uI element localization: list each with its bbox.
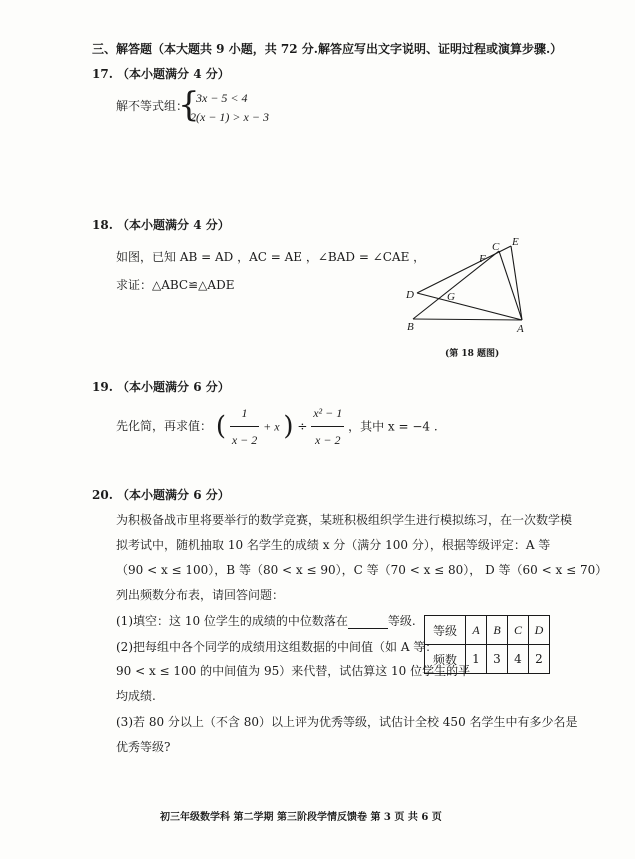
table-cell: C <box>508 616 529 645</box>
table-row <box>425 645 550 674</box>
frequency-table <box>424 615 550 674</box>
q19-rparen: ) <box>283 411 294 442</box>
q17-brace: { <box>178 85 200 125</box>
q20-part1-text: (1)填空：这 10 位学生的成绩的中位数落在 <box>116 614 348 628</box>
q20-part1-blank <box>348 614 388 629</box>
table-cell: 1 <box>466 645 487 674</box>
table-cell: 4 <box>508 645 529 674</box>
label-A: A <box>517 323 524 335</box>
segment-EA <box>511 246 522 320</box>
table-header-row <box>425 616 550 645</box>
label-D: D <box>406 289 414 301</box>
q20-header: 20. （本小题满分 6 分） <box>92 488 230 502</box>
q20-intro-l4: 列出频数分布表，请回答问题： <box>116 588 285 602</box>
q17-line2: 2(x − 1) > x − 3 <box>190 110 269 124</box>
q20-intro-l3: （90 < x ≤ 100），B 等（80 < x ≤ 90），C 等（70 < x ≤ 80）， D 等（60 < x ≤ 70） <box>116 563 608 577</box>
label-E: E <box>512 236 519 248</box>
segment-CA <box>499 251 522 320</box>
segment-BC <box>413 251 499 319</box>
table-cell: A <box>466 616 487 645</box>
table-cell: 2 <box>529 645 550 674</box>
q19-frac1-den: x − 2 <box>231 433 258 447</box>
label-G: G <box>447 291 455 303</box>
label-F: F <box>479 253 486 265</box>
q19-frac2 <box>311 400 344 453</box>
q17-line1: 3x − 5 < 4 <box>196 91 248 105</box>
q19-expression <box>116 400 438 453</box>
q20-part1-suffix: 等级. <box>387 614 416 628</box>
q20-part2-l2: 90 < x ≤ 100 的中间值为 95）来代替，试估算这 10 位学生的平 <box>116 664 471 678</box>
q19-frac1 <box>230 400 259 453</box>
q19-tail: ，其中 x = −4 . <box>348 419 438 434</box>
q19-div: ÷ <box>297 419 308 434</box>
table-cell: D <box>529 616 550 645</box>
q20-intro-l2: 拟考试中，随机抽取 10 名学生的成绩 x 分（满分 100 分），根据等级评定：A 等 <box>116 538 551 552</box>
q19-frac2-den: x − 2 <box>315 433 341 447</box>
q19-frac1-num: 1 <box>230 400 259 427</box>
page-footer: 初三年级数学科 第二学期 第三阶段学情反馈卷 第 3 页 共 6 页 <box>160 812 442 823</box>
q18-header: 18. （本小题满分 4 分） <box>92 218 230 232</box>
q20-part3-l2: 优秀等级? <box>116 740 171 754</box>
table-cell: 等级 <box>425 616 466 645</box>
q20-part3-l1: (3)若 80 分以上（不含 80）以上评为优秀等级，试估计全校 450 名学生中有多少名是 <box>116 715 578 729</box>
table-cell: 频数 <box>425 645 466 674</box>
q17-header: 17. （本小题满分 4 分） <box>92 67 230 81</box>
label-B: B <box>407 321 414 333</box>
q19-lparen: ( <box>215 411 226 442</box>
section-heading: 三、解答题（本大题共 9 小题，共 72 分.解答应写出文字说明、证明过程或演算步骤.） <box>92 42 563 56</box>
q19-frac2-num: x² − 1 <box>311 400 344 427</box>
q19-header: 19. （本小题满分 6 分） <box>92 380 230 394</box>
table-cell: B <box>487 616 508 645</box>
segment-DE <box>417 246 511 293</box>
q20-intro-l1: 为积极备战市里将要举行的数学竞赛，某班积极组织学生进行模拟练习，在一次数学模 <box>116 513 573 527</box>
q19-plus-x: + x <box>263 419 280 434</box>
segment-DA <box>417 293 522 320</box>
q18-figure-caption: (第 18 题图) <box>445 349 500 359</box>
table-cell: 3 <box>487 645 508 674</box>
q20-part2-l3: 均成绩. <box>116 689 156 703</box>
segment-BA <box>413 319 522 320</box>
q20-part2-l1: (2)把每组中各个同学的成绩用这组数据的中间值（如 A 等： <box>116 640 438 654</box>
q20-part1 <box>116 612 416 629</box>
q17-prompt: 解不等式组： <box>116 99 189 113</box>
q18-prove: 求证：△ABC≌△ADE <box>116 278 235 292</box>
q18-figure <box>395 232 540 342</box>
q19-prompt: 先化简，再求值： <box>116 419 213 433</box>
label-C: C <box>492 241 500 253</box>
q18-given: 如图，已知 AB = AD ，AC = AE ，∠BAD = ∠CAE ， <box>116 250 426 264</box>
